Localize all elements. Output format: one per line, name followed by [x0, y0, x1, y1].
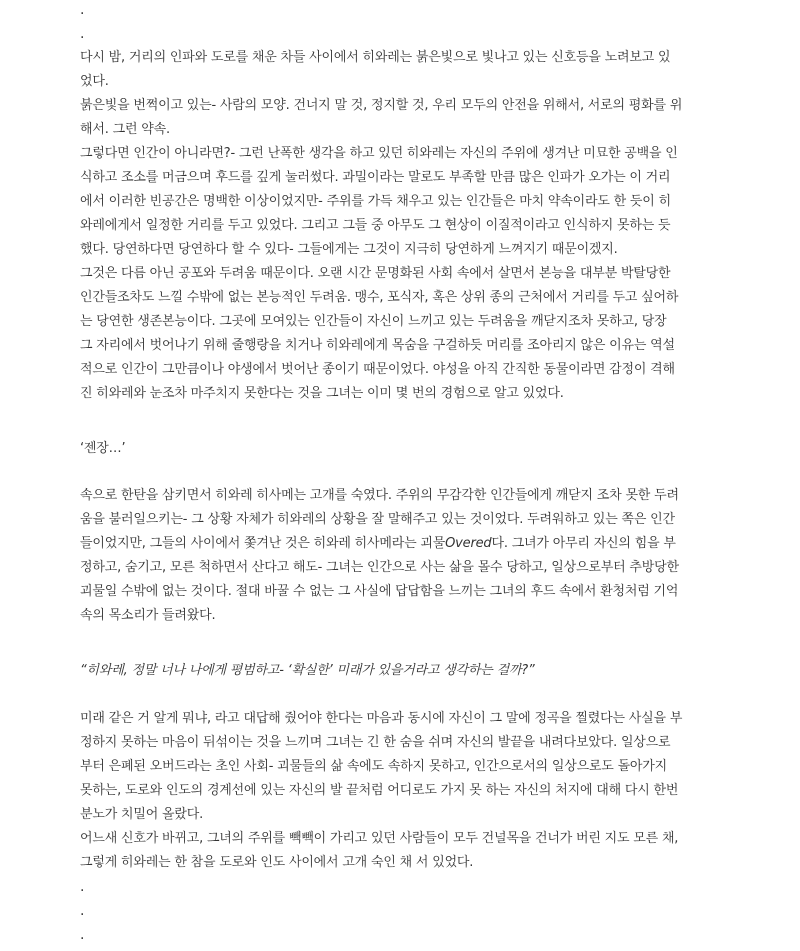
paragraph-line: 정하지 못하는 마음이 뒤섞이는 것을 느끼며 그녀는 긴 한 숨을 쉬며 자신의 발끝을 내려다보았다. 일상으로: [80, 735, 671, 750]
paragraph-line: 속으로 한탄을 삼키면서 히와레 히사메는 고개를 숙였다. 주위의 무감각한 인간들에게 깨닫지 조차 못한 두려: [80, 488, 679, 503]
paragraph-line: 했다. 당연하다면 당연하다 할 수 있다- 그들에게는 그것이 지극히 당연하게 느껴지기 때문이겠지.: [80, 242, 618, 257]
emphasis-text: Overed: [445, 536, 492, 551]
paragraph-line: 진 히와레와 눈조차 마주치지 못한다는 것을 그녀는 이미 몇 번의 경험으로 알고 있었다.: [80, 386, 564, 401]
ellipsis-dot: .: [80, 26, 85, 42]
paragraph-line: 와레에게서 일정한 거리를 두고 있었다. 그리고 그들 중 아무도 그 현상이 이질적이라고 인식하지 못하는 듯: [80, 218, 671, 233]
paragraph-line: 해서. 그런 약속.: [80, 122, 170, 137]
line-text: 들이었지만, 그들의 사이에서 쫓겨난 것은 히와레 히사메라는 괴물: [80, 536, 446, 551]
paragraph-line: 붉은빛을 번쩍이고 있는- 사람의 모양. 건너지 말 것, 정지할 것, 우리 모두의 안전을 위해서, 서로의 평화를 위: [80, 98, 683, 113]
paragraph-line: 에서 이러한 빈공간은 명백한 이상이었지만- 주위를 가득 채우고 있는 인간들은 마치 약속이라도 한 듯이 히: [80, 194, 671, 209]
paragraph-line: 정하고, 숨기고, 모른 척하면서 산다고 해도- 그녀는 인간으로 사는 삶을 몰수 당하고, 일상으로부터 추방당한: [80, 560, 679, 575]
line-text: 다. 그녀가 아무리 자신의 힘을 부: [491, 536, 676, 551]
ellipsis-dot: .: [80, 903, 85, 919]
ellipsis-dot: .: [80, 927, 85, 943]
paragraph-line: 미래 같은 거 알게 뭐냐, 라고 대답해 줬어야 한다는 마음과 동시에 자신이 그 말에 정곡을 찔렸다는 사실을 부: [80, 711, 683, 726]
ellipsis-dot: .: [80, 2, 85, 18]
paragraph-line: 괴물일 수밖에 없는 것이다. 절대 바꿀 수 없는 그 사실에 답답함을 느끼는 그녀의 후드 속에서 환청처럼 기억: [80, 584, 679, 599]
paragraph-line: 다시 밤, 거리의 인파와 도로를 채운 차들 사이에서 히와레는 붉은빛으로 빛나고 있는 신호등을 노려보고 있: [80, 50, 671, 65]
paragraph-line: [80, 532, 676, 556]
paragraph-line: 그렇게 히와레는 한 참을 도로와 인도 사이에서 고개 숙인 채 서 있었다.: [80, 855, 474, 870]
quote-text: “히와레, 정말 너나 나에게 평범하고- ‘확실한’ 미래가 있을거라고 생각하는 걸까?”: [80, 663, 535, 678]
paragraph-line: 부터 은폐된 오버드라는 초인 사회- 괴물들의 삶 속에도 속하지 못하고, 인간으로서의 일상으로도 돌아가지: [80, 759, 668, 774]
paragraph-line: 속의 목소리가 들려왔다.: [80, 608, 216, 623]
paragraph-line: 어느새 신호가 바뀌고, 그녀의 주위를 빽빽이 가리고 있던 사람들이 모두 건널목을 건너가 버린 지도 모른 채,: [80, 831, 679, 846]
inner-thought: ‘젠장…’: [80, 441, 126, 456]
paragraph-line: 움을 불러일으키는- 그 상황 자체가 히와레의 상황을 잘 말해주고 있는 것이었다. 두려워하고 있는 쪽은 인간: [80, 512, 675, 527]
paragraph-line: 는 당연한 생존본능이다. 그곳에 모여있는 인간들이 자신이 느끼고 있는 두려움을 깨닫지조차 못하고, 당장: [80, 314, 667, 329]
paragraph-line: 분노가 치밀어 올랐다.: [80, 807, 204, 822]
paragraph-line: 그것은 다름 아닌 공포와 두려움 때문이다. 오랜 시간 문명화된 사회 속에서 살면서 본능을 대부분 박탈당한: [80, 266, 671, 281]
paragraph-line: 그렇다면 인간이 아니라면?- 그런 난폭한 생각을 하고 있던 히와레는 자신의 주위에 생겨난 미묘한 공백을 인: [80, 146, 678, 161]
paragraph-line: 었다.: [80, 74, 109, 89]
paragraph-line: 못하는, 도로와 인도의 경계선에 있는 자신의 발 끝처럼 어디로도 가지 못 하는 자신의 처지에 대해 다시 한번: [80, 783, 679, 798]
paragraph-line: 그 자리에서 벗어나기 위해 줄행랑을 치거나 히와레에게 목숨을 구걸하듯 머리를 조아리지 않은 이유는 역설: [80, 338, 675, 353]
ellipsis-dot: .: [80, 879, 85, 895]
paragraph-line: 식하고 조소를 머금으며 후드를 깊게 눌러썼다. 과밀이라는 말로도 부족할 만큼 많은 인파가 오가는 이 거리: [80, 170, 671, 185]
paragraph-line: 인간들조차도 느낄 수밖에 없는 본능적인 두려움. 맹수, 포식자, 혹은 상위 종의 근처에서 거리를 두고 싶어하: [80, 290, 679, 305]
paragraph-line: 적으로 인간이 그만큼이나 야생에서 벗어난 종이기 때문이었다. 야성을 아직 간직한 동물이라면 감정이 격해: [80, 362, 675, 377]
